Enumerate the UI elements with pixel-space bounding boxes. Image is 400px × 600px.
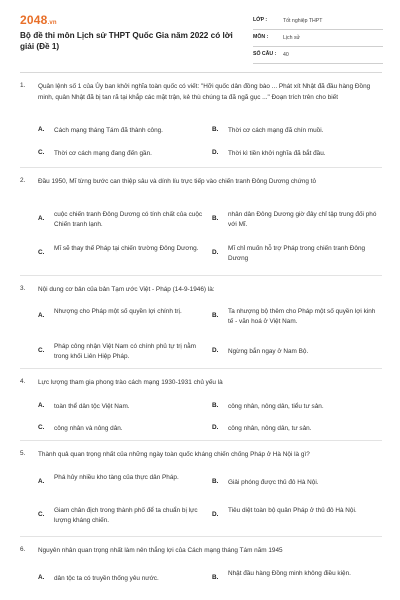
question-separator — [20, 167, 382, 168]
option-text: Ngừng bắn ngay ở Nam Bộ. — [228, 348, 309, 355]
question-number: 1. — [20, 82, 26, 89]
question-text: Thành quả quan trọng nhất của những ngày toàn quốc kháng chiến chống Pháp ở Hà Nội là gì? — [38, 451, 310, 458]
option-letter: B. — [212, 126, 219, 133]
option-letter: A. — [38, 402, 45, 409]
option-text: Giải phóng được thủ đô Hà Nội. — [228, 479, 319, 486]
question-text: Lực lượng tham gia phong trào cách mạng 1930-1931 chủ yếu là — [38, 379, 223, 386]
meta-value: Lịch sử — [283, 34, 301, 41]
option-text: công nhân, nông dân, tiểu tư sản. — [228, 403, 324, 410]
option-letter: B. — [212, 574, 219, 581]
option-text: Phá hủy nhiều kho tàng của thực dân Pháp. — [54, 474, 179, 481]
question-text: Quân lệnh số 1 của Ủy ban khởi nghĩa toàn quốc có viết: "Hỡi quốc dân đồng bào ... Phát xít Nhật đã đầu hàng Đồng minh, quân Nhật đã bị tan rã tại khắp các mặt trận, kẻ thù chúng ta đã ngã gục ..." Đoạn trích trên cho biết — [38, 83, 371, 101]
option-text: Thời cơ cách mạng đã chín muồi. — [228, 127, 324, 134]
option-text: Mĩ sẽ thay thế Pháp tại chiến trường Đông Dương. — [54, 245, 199, 252]
option-text: dân tộc ta có truyền thống yêu nước. — [54, 575, 159, 582]
option-letter: B. — [212, 478, 219, 485]
option-letter: B. — [212, 402, 219, 409]
option-text: công nhân và nông dân. — [54, 425, 123, 432]
option-letter: A. — [38, 126, 45, 133]
question-separator — [20, 536, 382, 537]
option-text: Thời kì tiền khởi nghĩa đã bắt đầu. — [228, 150, 326, 157]
question-number: 2. — [20, 177, 26, 184]
option-letter: B. — [212, 215, 219, 222]
option-letter: D. — [212, 249, 219, 256]
option-letter: B. — [212, 312, 219, 319]
site-logo[interactable] — [20, 13, 57, 27]
option-letter: A. — [38, 574, 45, 581]
option-letter: C. — [38, 149, 45, 156]
document-meta — [253, 15, 383, 66]
logo-text: 2048 — [20, 13, 48, 27]
meta-value: 40 — [283, 51, 289, 58]
option-letter: A. — [38, 312, 45, 319]
option-letter: C. — [38, 424, 45, 431]
option-text: Ta nhượng bộ thêm cho Pháp một số quyền lợi kinh tế - văn hoá ở Việt Nam. — [228, 308, 376, 325]
option-letter: C. — [38, 511, 45, 518]
question-text: Đầu 1950, Mĩ từng bước can thiệp sâu và dính líu trực tiếp vào chiến tranh Đông Dương chứng tỏ — [38, 178, 317, 185]
question-number: 6. — [20, 546, 26, 553]
question-separator — [20, 368, 382, 369]
option-letter: D. — [212, 511, 219, 518]
question-number: 5. — [20, 450, 26, 457]
document-title: Bộ đề thi môn Lịch sử THPT Quốc Gia năm 2022 có lời giải (Đề 1) — [20, 31, 233, 51]
option-letter: C. — [38, 249, 45, 256]
option-text: Nhật đầu hàng Đồng minh không điều kiện. — [228, 570, 351, 577]
header-divider — [20, 72, 382, 73]
meta-value: Tốt nghiệp THPT — [283, 17, 323, 24]
option-text: Giam chân địch trong thành phố để ta chuẩn bị lực lượng kháng chiến. — [54, 507, 198, 524]
question-number: 3. — [20, 285, 26, 292]
option-letter: D. — [212, 424, 219, 431]
option-letter: D. — [212, 149, 219, 156]
logo-suffix: .vn — [47, 20, 57, 26]
option-text: nhân dân Đông Dương giờ đây chỉ tập trung đối phó với Mĩ. — [228, 211, 377, 228]
question-text: Nguyên nhân quan trọng nhất làm nên thắng lợi của Cách mạng tháng Tám năm 1945 — [38, 547, 283, 554]
option-text: Tiêu diệt toàn bộ quân Pháp ở thủ đô Hà Nội. — [228, 507, 357, 514]
option-text: Mĩ chỉ muốn hỗ trợ Pháp trong chiến tranh Đông Dương — [228, 245, 366, 262]
option-text: Nhượng cho Pháp một số quyền lợi chính trị. — [54, 308, 182, 315]
option-letter: C. — [38, 347, 45, 354]
option-letter: D. — [212, 347, 219, 354]
meta-label: SỐ CÂU : — [253, 51, 277, 57]
option-text: Pháp công nhận Việt Nam có chính phủ tự trị nằm trong khối Liên Hiệp Pháp. — [54, 343, 196, 360]
option-text: cuộc chiến tranh Đông Dương có tính chất của cuộc Chiến tranh lạnh. — [54, 211, 203, 228]
question-separator — [20, 440, 382, 441]
option-text: Thời cơ cách mạng đang đến gần. — [54, 150, 152, 157]
document-header — [0, 0, 400, 70]
question-number: 4. — [20, 378, 26, 385]
option-letter: A. — [38, 215, 45, 222]
option-letter: A. — [38, 478, 45, 485]
meta-row-subject — [253, 32, 383, 47]
question-text: Nội dung cơ bản của bản Tạm ước Việt - Pháp (14-9-1946) là: — [38, 286, 215, 293]
question-separator — [20, 275, 382, 276]
meta-row-class — [253, 15, 383, 30]
option-text: Cách mạng tháng Tám đã thành công. — [54, 127, 163, 134]
meta-label: LỚP : — [253, 17, 268, 23]
meta-row-question-count — [253, 49, 383, 64]
option-text: công nhân, nông dân, tư sản. — [228, 425, 312, 432]
meta-label: MÔN : — [253, 34, 269, 40]
option-text: toàn thể dân tộc Việt Nam. — [54, 403, 130, 410]
